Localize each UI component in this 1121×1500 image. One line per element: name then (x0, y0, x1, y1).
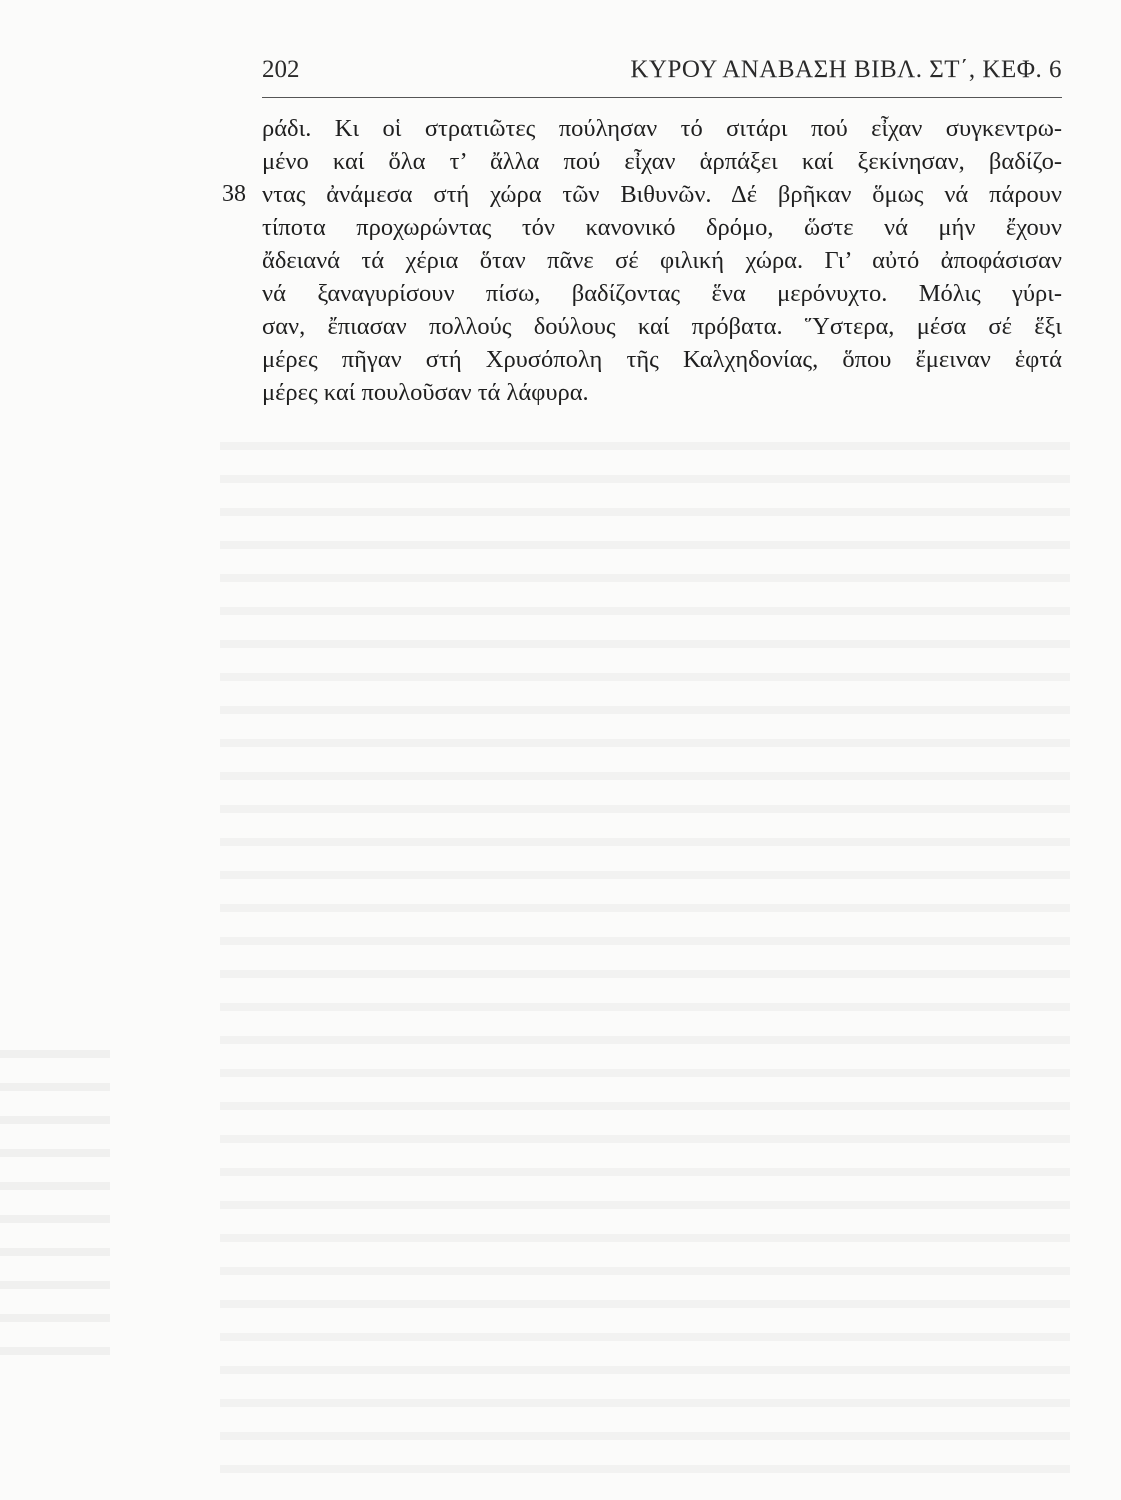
bleed-through-texture-margin (0, 1030, 110, 1380)
text-line (262, 244, 1062, 277)
line-text: ντας ἀνάμεσα στή χώρα τῶν Βιθυνῶν. Δέ βρῆκαν ὅμως νά πάρουν (262, 181, 1062, 208)
line-text: ἄδειανά τά χέρια ὅταν πᾶνε σέ φιλική χώρα. Γι’ αὐτό ἀποφάσισαν (262, 247, 1062, 274)
page-header (262, 52, 1062, 92)
running-head: ΚΥΡΟΥ ΑΝΑΒΑΣΗ ΒΙΒΛ. ΣΤ΄, ΚΕΦ. 6 (630, 56, 1062, 83)
line-text: ράδι. Κι οἱ στρατιῶτες πούλησαν τό σιτάρι πού εἶχαν συγκεντρω- (262, 115, 1062, 142)
text-line (262, 376, 1062, 409)
text-line (262, 112, 1062, 145)
bleed-through-texture (220, 420, 1070, 1480)
text-line (262, 310, 1062, 343)
header-rule (262, 97, 1062, 98)
text-line (262, 145, 1062, 178)
body-paragraph (222, 112, 1062, 409)
line-text: σαν, ἔπιασαν πολλούς δούλους καί πρόβατα. Ὕστερα, μέσα σέ ἕξι (262, 313, 1062, 340)
text-line (262, 277, 1062, 310)
text-line (262, 343, 1062, 376)
text-line (222, 178, 1062, 211)
line-text: μένο καί ὅλα τ’ ἄλλα πού εἶχαν ἁρπάξει καί ξεκίνησαν, βαδίζο- (262, 148, 1062, 175)
text-line (262, 211, 1062, 244)
line-text: μέρες πῆγαν στή Χρυσόπολη τῆς Καλχηδονίας, ὅπου ἔμειναν ἑφτά (262, 346, 1062, 373)
line-text: νά ξαναγυρίσουν πίσω, βαδίζοντας ἕνα μερόνυχτο. Μόλις γύρι- (262, 280, 1062, 307)
page-number: 202 (262, 56, 300, 83)
line-text: μέρες καί πουλοῦσαν τά λάφυρα. (262, 379, 589, 406)
margin-section-number: 38 (222, 181, 246, 207)
line-text: τίποτα προχωρώντας τόν κανονικό δρόμο, ὥστε νά μήν ἔχουν (262, 214, 1062, 241)
